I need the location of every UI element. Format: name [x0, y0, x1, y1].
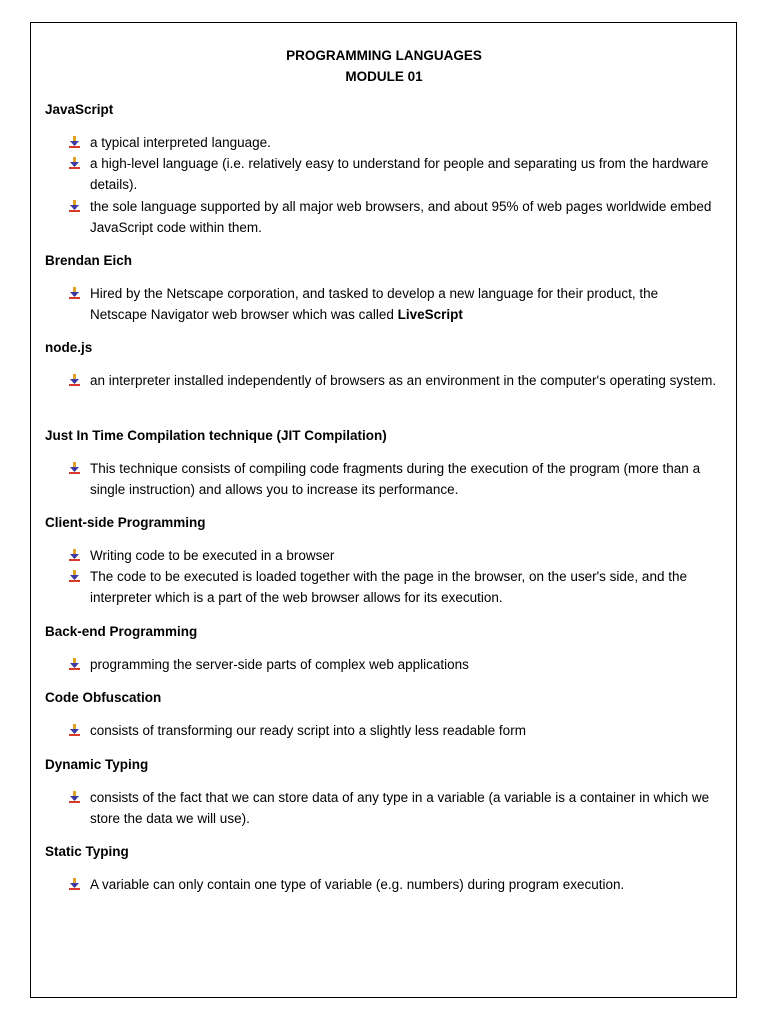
arrow-bullet-icon [68, 462, 81, 475]
arrow-bullet-icon [68, 157, 81, 170]
section-heading-client-side: Client-side Programming [45, 515, 206, 530]
list-item: This technique consists of compiling code fragments during the execution of the program (more than a single instruction) and allows you to increase its performance. [68, 458, 718, 500]
document-subtitle: MODULE 01 [345, 69, 423, 84]
section-heading-code-obfuscation: Code Obfuscation [45, 690, 162, 705]
list-item: consists of transforming our ready script into a slightly less readable form [68, 720, 718, 741]
arrow-bullet-icon [68, 287, 81, 300]
document-title: PROGRAMMING LANGUAGES [286, 48, 482, 63]
arrow-bullet-icon [68, 724, 81, 737]
livescript-bold: LiveScript [397, 307, 463, 322]
arrow-bullet-icon [68, 791, 81, 804]
section-heading-jit: Just In Time Compilation technique (JIT Compilation) [45, 428, 387, 443]
list-item: A variable can only contain one type of variable (e.g. numbers) during program execution. [68, 874, 718, 895]
arrow-bullet-icon [68, 200, 81, 213]
list-item: Writing code to be executed in a browser [68, 545, 718, 566]
arrow-bullet-icon [68, 658, 81, 671]
list-item: The code to be executed is loaded together with the page in the browser, on the user's side, and the interpreter which is a part of the web browser allows for its execution. [68, 566, 718, 608]
list-item: consists of the fact that we can store data of any type in a variable (a variable is a container in which we store the data we will use). [68, 787, 718, 829]
section-heading-static-typing: Static Typing [45, 844, 129, 859]
list-item: a typical interpreted language. [68, 132, 718, 153]
arrow-bullet-icon [68, 374, 81, 387]
arrow-bullet-icon [68, 570, 81, 583]
section-heading-javascript: JavaScript [45, 102, 114, 117]
section-heading-dynamic-typing: Dynamic Typing [45, 757, 149, 772]
list-item: an interpreter installed independently of browsers as an environment in the computer's operating system. [68, 370, 718, 391]
list-item: the sole language supported by all major web browsers, and about 95% of web pages worldwide embed JavaScript code within them. [68, 196, 718, 238]
arrow-bullet-icon [68, 549, 81, 562]
list-item: programming the server-side parts of complex web applications [68, 654, 718, 675]
arrow-bullet-icon [68, 878, 81, 891]
list-item: Hired by the Netscape corporation, and tasked to develop a new language for their product, the Netscape Navigator web browser which was called LiveScript [68, 283, 718, 325]
list-item: a high-level language (i.e. relatively easy to understand for people and separating us from the hardware details). [68, 153, 718, 195]
section-heading-back-end: Back-end Programming [45, 624, 198, 639]
arrow-bullet-icon [68, 136, 81, 149]
section-heading-brendan-eich: Brendan Eich [45, 253, 133, 268]
section-heading-nodejs: node.js [45, 340, 93, 355]
